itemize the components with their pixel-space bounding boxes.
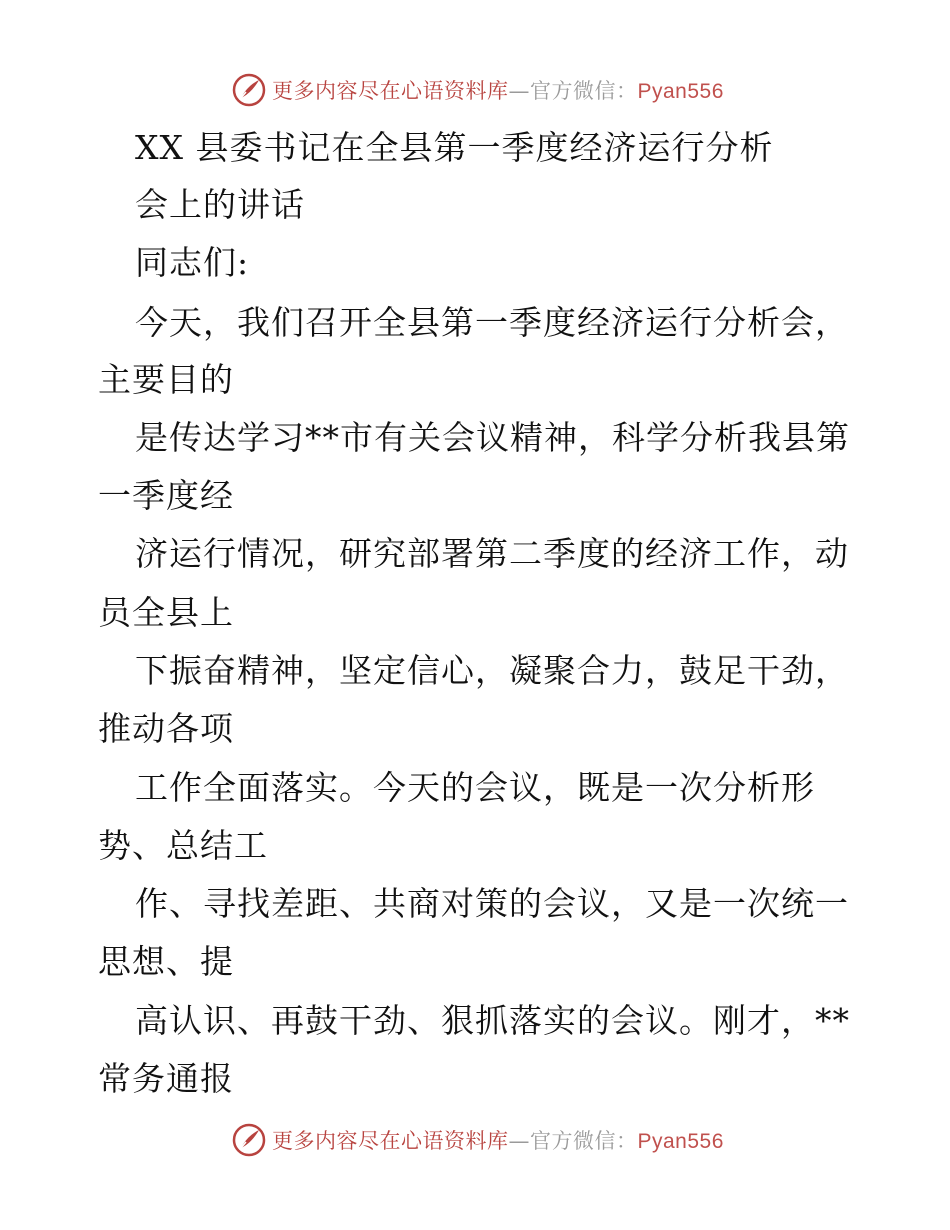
watermark-account: Pyan556 [637,80,724,103]
title-line-1: XX 县委书记在全县第一季度经济运行分析 [135,128,774,167]
header-watermark [232,70,724,110]
paragraph-line: 主要目的 [98,360,234,399]
watermark-separator: — [508,1129,530,1153]
paragraph-line: 高认识、再鼓干劲、狠抓落实的会议。刚才，** [135,1001,850,1040]
paragraph-line: 工作全面落实。今天的会议，既是一次分析形 [135,768,815,807]
watermark-brand: 更多内容尽在心语资料库 [272,1129,509,1153]
watermark-official: 官方微信： [530,79,638,103]
paragraph-line: 员全县上 [98,593,234,632]
salutation: 同志们: [135,243,250,282]
quill-logo-icon [232,73,266,107]
paragraph-line: 一季度经 [98,476,234,515]
watermark-separator: — [508,79,530,103]
paragraph-line: 下振奋精神，坚定信心，凝聚合力，鼓足干劲， [135,651,849,690]
paragraph-line: 常务通报 [98,1059,234,1098]
paragraph-line: 思想、提 [98,942,234,981]
paragraph-line: 推动各项 [98,709,234,748]
title-line-2: 会上的讲话 [135,185,305,224]
paragraph-line: 作、寻找差距、共商对策的会议，又是一次统一 [135,884,849,923]
quill-logo-icon [232,1123,266,1157]
watermark-official: 官方微信： [530,1129,638,1153]
watermark-text [272,1125,724,1155]
watermark-text [272,75,724,105]
paragraph-line: 是传达学习**市有关会议精神，科学分析我县第 [135,418,850,457]
watermark-brand: 更多内容尽在心语资料库 [272,79,509,103]
footer-watermark [232,1120,724,1160]
paragraph-line: 今天，我们召开全县第一季度经济运行分析会， [135,303,849,342]
paragraph-line: 势、总结工 [98,826,268,865]
watermark-account: Pyan556 [637,1130,724,1153]
paragraph-line: 济运行情况，研究部署第二季度的经济工作，动 [135,534,849,573]
